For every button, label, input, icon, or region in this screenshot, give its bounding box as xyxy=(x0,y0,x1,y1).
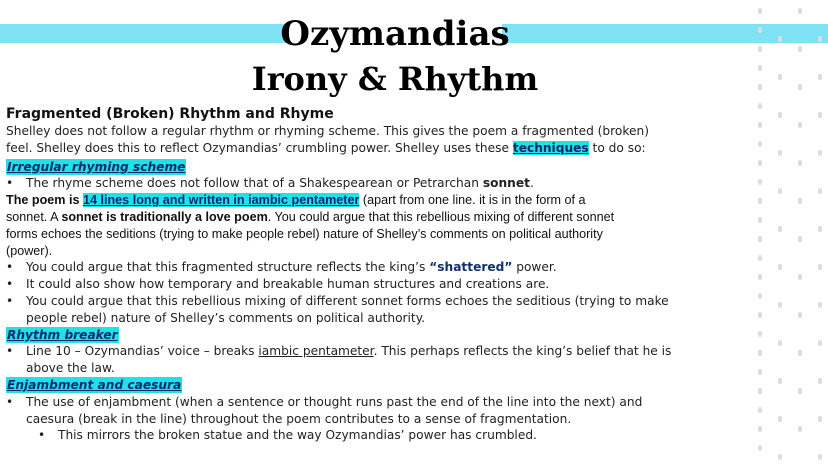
decorative-dot xyxy=(778,340,782,346)
decorative-dot xyxy=(798,198,802,204)
paragraph-line-3: forms echoes the seditions (trying to make people rebel) nature of Shelley’s comments on political authority xyxy=(6,226,603,241)
paragraph-text: (apart from one line. it is in the form of a xyxy=(359,193,586,208)
decorative-dot xyxy=(818,188,822,194)
paragraph-line-2 xyxy=(6,209,748,226)
decorative-dot xyxy=(758,122,762,128)
techniques-highlight: techniques xyxy=(512,140,589,155)
decorative-dot xyxy=(778,416,782,422)
bullet-enjambment-cont: caesura (break in the line) throughout the poem contributes to a sense of fragmentation. xyxy=(26,411,572,426)
bold-term: sonnet xyxy=(482,176,530,191)
bullet-text: The rhyme scheme does not follow that of a Shakespearean or Petrarchan xyxy=(26,176,483,191)
decorative-dot xyxy=(758,274,762,280)
intro-line-1: Shelley does not follow a regular rhythm or rhyming scheme. This gives the poem a fragmented (broken) xyxy=(6,124,649,138)
decorative-dot xyxy=(818,340,822,346)
bullet-text-end: . xyxy=(529,176,534,191)
decorative-dot xyxy=(758,445,762,451)
decorative-dot xyxy=(778,188,782,194)
decorative-dot xyxy=(798,236,802,242)
decorative-dot xyxy=(798,84,802,90)
decorative-dot xyxy=(758,293,762,299)
decorative-dot xyxy=(758,388,762,394)
decorative-dot xyxy=(778,226,782,232)
decorative-dot xyxy=(778,74,782,80)
section-heading: Fragmented (Broken) Rhythm and Rhyme xyxy=(6,106,334,122)
intro-text: feel. Shelley does this to reflect Ozymandias’ crumbling power. Shelley uses these xyxy=(6,140,513,155)
decorative-dot xyxy=(758,236,762,242)
decorative-dot xyxy=(778,150,782,156)
sub-bullet-statue: • This mirrors the broken statue and the way Ozymandias’ power has crumbled. xyxy=(6,427,748,444)
decorative-dot xyxy=(818,36,822,42)
decorative-dot xyxy=(818,112,822,118)
paragraph-text: sonnet. A xyxy=(6,209,62,224)
decorative-dot xyxy=(818,378,822,384)
decorative-dot xyxy=(758,331,762,337)
decorative-dot xyxy=(818,150,822,156)
intro-text-end: to do so: xyxy=(588,140,646,155)
subsection-title: Irregular rhyming scheme xyxy=(7,159,186,174)
bullet-rebellious-mixing: • You could argue that this rebellious mixing of different sonnet forms echoes the seditious (trying to make xyxy=(6,293,748,310)
decorative-dot xyxy=(798,388,802,394)
paragraph-line-1 xyxy=(6,192,748,209)
bullet-enjambment: • The use of enjambment (when a sentence or thought runs past the end of the line into the next) and xyxy=(6,394,748,411)
decorative-dot xyxy=(758,255,762,261)
decorative-dot xyxy=(758,65,762,71)
decorative-dot xyxy=(758,198,762,204)
decorative-dot xyxy=(798,160,802,166)
decorative-dot xyxy=(758,369,762,375)
decorative-dot xyxy=(758,103,762,109)
iambic-highlight: 14 lines long and written in iambic pentameter xyxy=(82,193,360,208)
decorative-dot xyxy=(798,350,802,356)
decorative-dot xyxy=(818,454,822,460)
bullet-rebellious-mixing-cont: people rebel) nature of Shelley’s comments on political authority. xyxy=(26,310,426,325)
decorative-dot xyxy=(778,112,782,118)
bold-text: The poem is xyxy=(6,193,83,208)
decorative-dot xyxy=(778,264,782,270)
decorative-dot xyxy=(758,84,762,90)
decorative-dot xyxy=(778,454,782,460)
underlined-term: iambic pentameter xyxy=(258,344,374,359)
decorative-dot-pattern xyxy=(752,0,828,466)
decorative-dot xyxy=(798,46,802,52)
decorative-dot xyxy=(758,46,762,52)
decorative-dot xyxy=(818,264,822,270)
decorative-dot xyxy=(758,350,762,356)
decorative-dot xyxy=(758,426,762,432)
decorative-dot xyxy=(758,217,762,223)
decorative-dot xyxy=(818,226,822,232)
decorative-dot xyxy=(798,122,802,128)
subsection-title: Enjambment and caesura xyxy=(7,377,182,392)
bullet-text: You could argue that this fragmented structure reflects the king’s xyxy=(26,260,430,275)
paragraph-text: . You could argue that this rebellious mixing of different sonnet xyxy=(267,209,615,224)
decorative-dot xyxy=(758,407,762,413)
decorative-dot xyxy=(758,8,762,14)
paragraph-line-4: (power). xyxy=(6,243,53,258)
decorative-dot xyxy=(798,8,802,14)
subsection-rhythm-breaker xyxy=(6,327,748,344)
decorative-dot xyxy=(818,416,822,422)
decorative-dot xyxy=(778,302,782,308)
bullet-shattered-power xyxy=(6,259,748,276)
decorative-dot xyxy=(798,312,802,318)
bullet-line-10 xyxy=(6,343,748,360)
decorative-dot xyxy=(758,312,762,318)
decorative-dot xyxy=(818,302,822,308)
decorative-dot xyxy=(778,378,782,384)
bullet-text-end: power. xyxy=(512,260,557,275)
bold-text: sonnet is traditionally a love poem xyxy=(61,209,268,224)
decorative-dot xyxy=(758,27,762,33)
slide-content xyxy=(6,106,748,444)
bullet-rhyme-scheme xyxy=(6,175,748,192)
title-line-2: Irony & Rhythm xyxy=(251,60,539,98)
subsection-enjambment xyxy=(6,377,748,394)
decorative-dot xyxy=(758,160,762,166)
decorative-dot xyxy=(798,426,802,432)
decorative-dot xyxy=(818,74,822,80)
subsection-irregular-rhyming xyxy=(6,159,748,176)
decorative-dot xyxy=(758,179,762,185)
decorative-dot xyxy=(798,274,802,280)
subsection-title: Rhythm breaker xyxy=(7,327,118,342)
decorative-dot xyxy=(778,36,782,42)
quote-shattered: “shattered” xyxy=(429,260,513,275)
intro-line-2 xyxy=(6,140,748,157)
decorative-dot xyxy=(758,141,762,147)
title-line-1: Ozymandias xyxy=(280,14,510,54)
bullet-temporary: • It could also show how temporary and breakable human structures and creations are. xyxy=(6,276,748,293)
bullet-text: Line 10 – Ozymandias’ voice – breaks xyxy=(26,344,259,359)
bullet-text-end: . This perhaps reflects the king’s belief that he is xyxy=(373,344,672,359)
bullet-line-10-cont: above the law. xyxy=(26,361,115,376)
